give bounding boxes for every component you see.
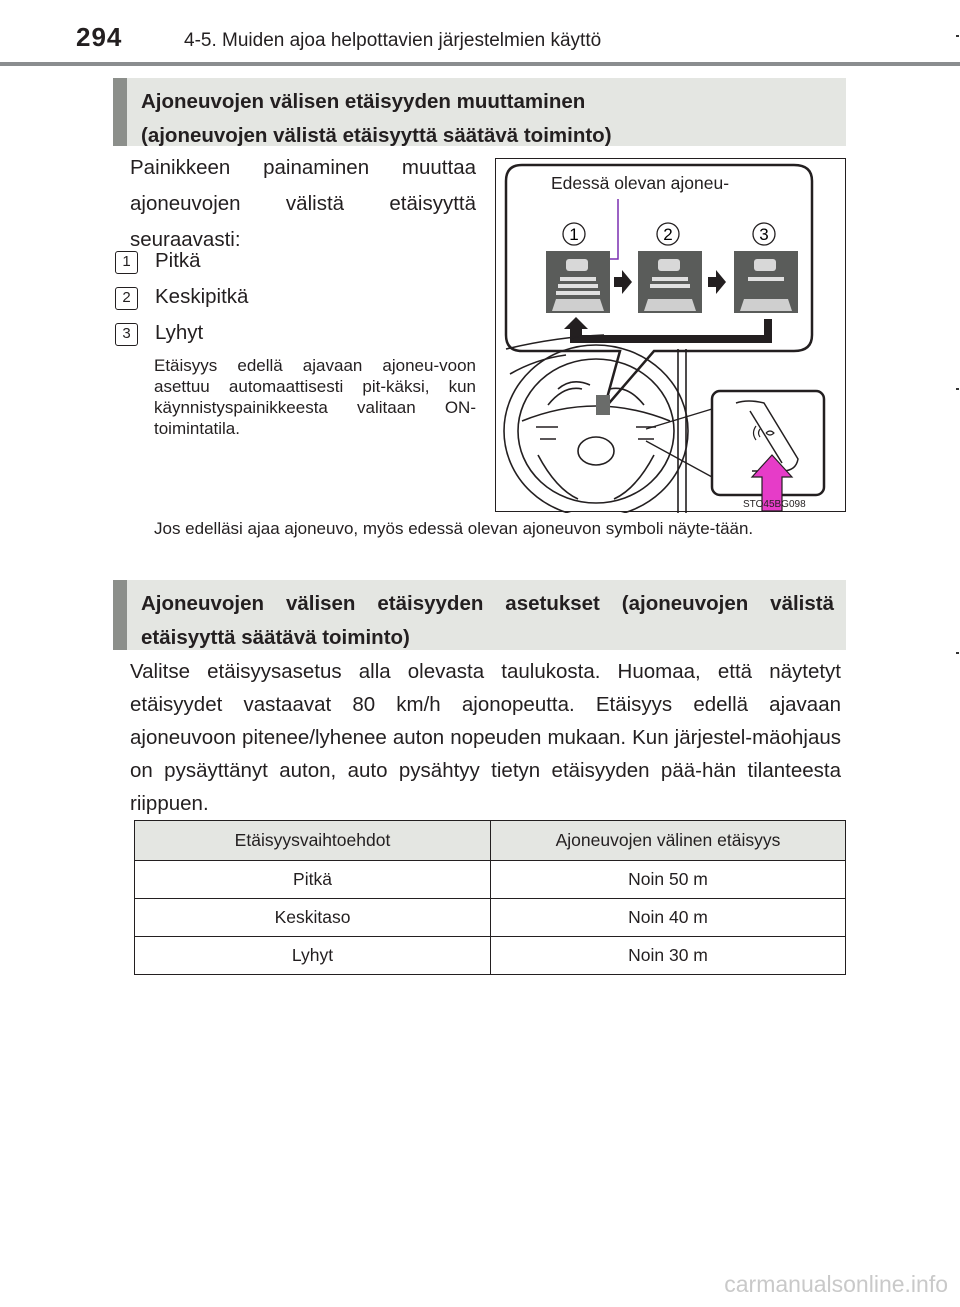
car-icon: [566, 259, 588, 271]
settings-paragraph: Valitse etäisyysasetus alla olevasta taulukosta. Huomaa, että näytetyt etäisyydet vastaavat 80 km/h ajonopeutta. Etäisyys edellä ajavaan ajoneuvoon pitenee/lyhenee auton nopeuden mukaan. Kun järjestel-mäohjaus on pysäyttänyt auton, auto pysähtyy tietyn etäisyyden pää-hän tilanteesta riippuen.: [130, 660, 841, 815]
intro-text: Painikkeen painaminen muuttaa ajoneuvojen välistä etäisyyttä seuraavasti:: [130, 156, 476, 251]
table-cell: Lyhyt: [135, 937, 491, 975]
note-text-preceding-vehicle: Jos edelläsi ajaa ajoneuvo, myös edessä olevan ajoneuvon symboli näyte-tään.: [154, 519, 754, 538]
table-cell: Noin 30 m: [491, 937, 846, 975]
figure-code: STO45BG098: [743, 499, 806, 510]
instrument-display: [596, 395, 610, 415]
table-row: [135, 937, 846, 975]
display-screens: [546, 251, 798, 313]
callout-text: Edessä olevan ajoneu-: [551, 173, 730, 193]
table-cell: Noin 50 m: [491, 861, 846, 899]
header-rule: [0, 62, 960, 66]
chapter-title: 4-5. Muiden ajoa helpottavien järjestelmien käyttö: [184, 30, 602, 51]
edge-mark: [956, 652, 959, 654]
section-heading-line: Ajoneuvojen välisen etäisyyden muuttaminen: [141, 90, 586, 113]
table-cell: Pitkä: [135, 861, 491, 899]
marker-3: 3: [759, 225, 769, 244]
list-item-label: Pitkä: [155, 249, 201, 272]
table-cell: Noin 40 m: [491, 899, 846, 937]
number-badge: 1: [115, 251, 138, 274]
illustration-drawing: [496, 159, 847, 513]
column-header: Ajoneuvojen välinen etäisyys: [491, 821, 846, 861]
car-icon: [754, 259, 776, 271]
marker-2: 2: [663, 225, 673, 244]
section-heading-distance-change: [113, 78, 846, 146]
page-number: 294: [76, 22, 123, 52]
number-badge: 3: [115, 323, 138, 346]
distance-switch-illustration: [495, 158, 846, 512]
car-icon: [658, 259, 680, 271]
section-heading-distance-settings: [113, 580, 846, 650]
table-header-row: [135, 821, 846, 861]
number-badge: 2: [115, 287, 138, 310]
list-item-label: Keskipitkä: [155, 285, 249, 308]
section-heading-line: etäisyyttä säätävä toiminto): [141, 626, 410, 649]
note-text: Etäisyys edellä ajavaan ajoneu-voon asettuu automaattisesti pit-käksi, kun käynnistyspainikkeesta valitaan ON-toimintatila.: [154, 356, 476, 438]
section-heading-line: (ajoneuvojen välistä etäisyyttä säätävä toiminto): [141, 124, 612, 147]
watermark: carmanualsonline.info: [724, 1271, 948, 1297]
edge-mark: [956, 388, 959, 390]
table-cell: Keskitaso: [135, 899, 491, 937]
table-row: [135, 861, 846, 899]
list-item-label: Lyhyt: [155, 321, 204, 344]
marker-1: 1: [569, 225, 579, 244]
column-header: Etäisyysvaihtoehdot: [135, 821, 491, 861]
section-heading-line: Ajoneuvojen välisen etäisyyden asetukset (ajoneuvojen välistä: [141, 592, 834, 615]
distance-table: [134, 820, 846, 975]
edge-mark: [956, 35, 959, 37]
table-row: [135, 899, 846, 937]
